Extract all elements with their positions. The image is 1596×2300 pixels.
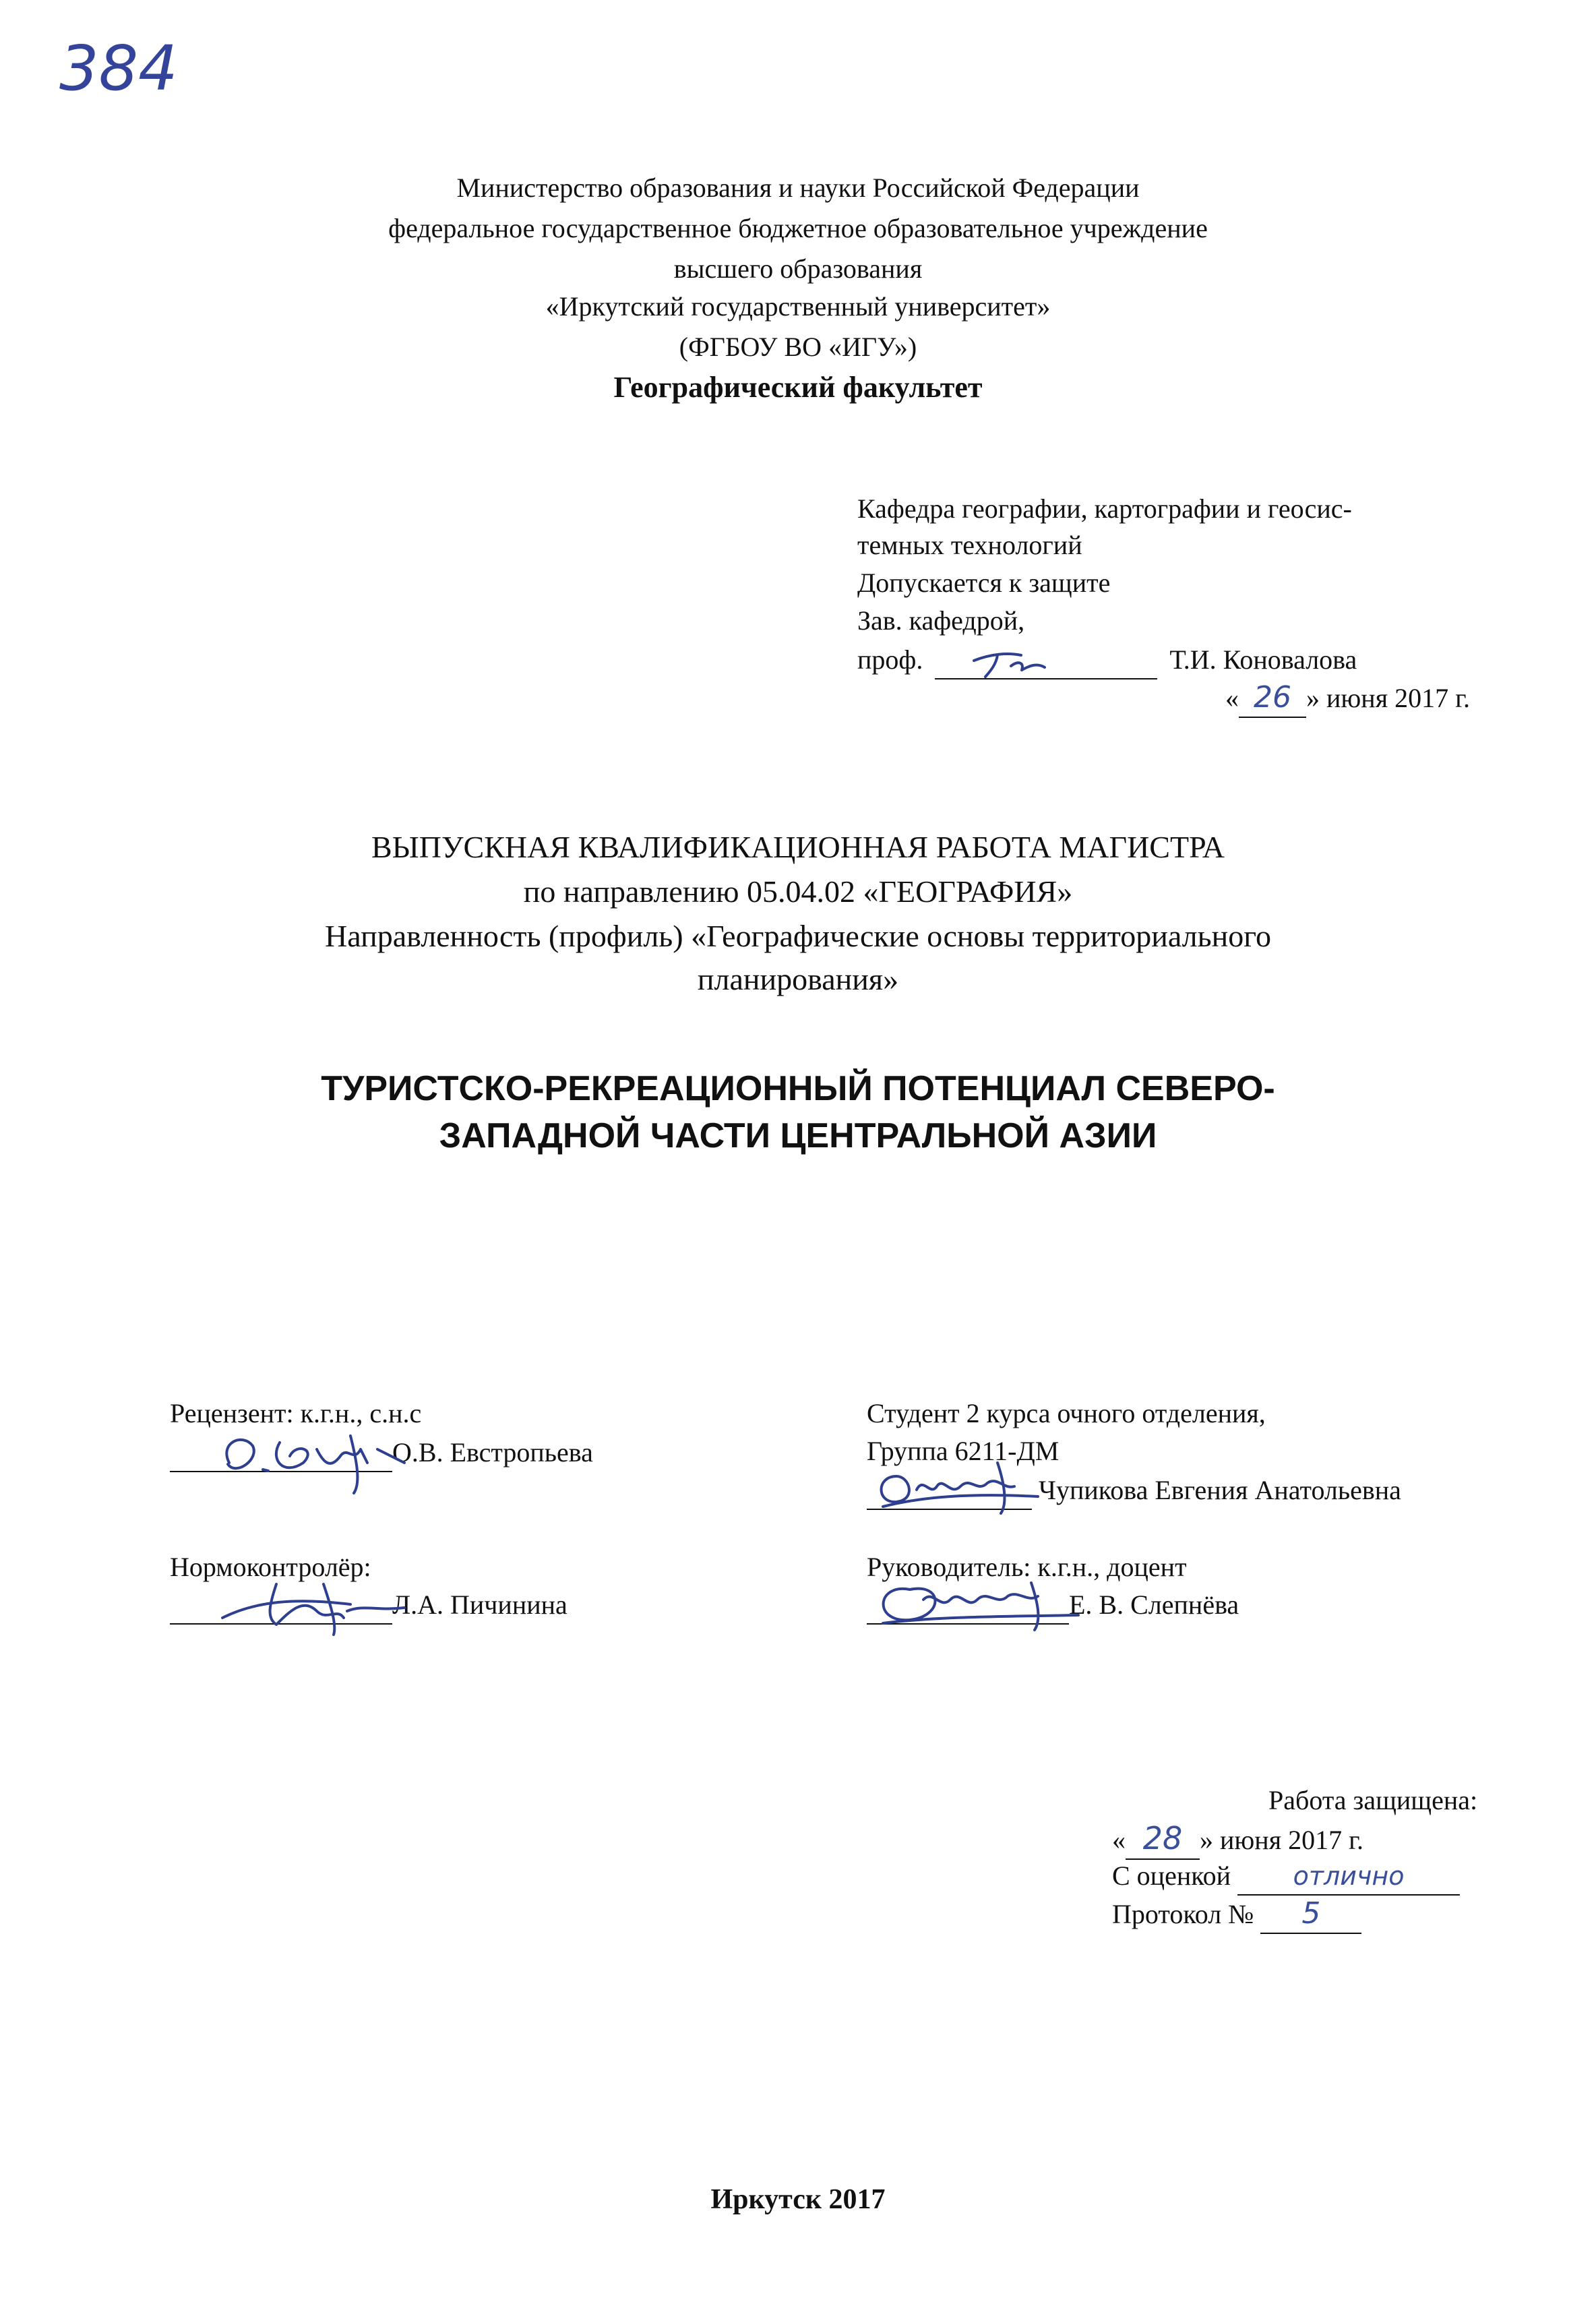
department-line-2: темных технологий (857, 530, 1082, 560)
defense-status: Работа защищена: (1268, 1785, 1478, 1815)
defense-date: « 28 » июня 2017 г. (1112, 1820, 1363, 1860)
supervisor-label: Руководитель: к.г.н., доцент (867, 1552, 1187, 1582)
supervisor-name: Е. В. Слепнёва (1069, 1590, 1239, 1620)
institution-type-line: федеральное государственное бюджетное образовательное учреждение (388, 213, 1208, 243)
head-signature (971, 647, 1051, 681)
prof-prefix: проф. (857, 644, 923, 675)
grade-label: С оценкой (1112, 1860, 1231, 1891)
normcontrol-name: Л.А. Пичинина (392, 1590, 567, 1620)
defense-date-day: 28 (1126, 1820, 1200, 1860)
head-line: Зав. кафедрой, (857, 605, 1025, 636)
approval-date-day: 26 (1239, 679, 1306, 718)
work-type: ВЫПУСКНАЯ КВАЛИФИКАЦИОННАЯ РАБОТА МАГИСТРА (371, 830, 1225, 864)
thesis-title-line-2: ЗАПАДНОЙ ЧАСТИ ЦЕНТРАЛЬНОЙ АЗИИ (439, 1116, 1157, 1155)
archive-number: 384 (59, 32, 178, 104)
city-year: Иркутск 2017 (710, 2184, 886, 2215)
protocol-value: 5 (1301, 1896, 1321, 1931)
education-level-line: высшего образования (673, 253, 923, 284)
head-name: Т.И. Коновалова (1169, 644, 1357, 675)
student-signature (869, 1449, 1051, 1517)
defense-grade (1112, 1858, 1460, 1896)
university-line: «Иркутский государственный университет» (545, 291, 1051, 322)
grade-value: отлично (1293, 1861, 1405, 1891)
approval-date: « 26 » июня 2017 г. (1225, 679, 1470, 718)
admitted-line: Допускается к защите (857, 568, 1111, 598)
reviewer-signature (216, 1422, 418, 1496)
protocol-label: Протокол № (1112, 1899, 1254, 1929)
work-direction: по направлению 05.04.02 «ГЕОГРАФИЯ» (523, 874, 1073, 909)
normcontrol-label: Нормоконтролёр: (170, 1552, 371, 1582)
thesis-title-line-1: ТУРИСТСКО-РЕКРЕАЦИОННЫЙ ПОТЕНЦИАЛ СЕВЕРО- (321, 1069, 1275, 1108)
reviewer-name: О.В. Евстропьева (392, 1437, 593, 1467)
student-group: Группа 6211-ДМ (867, 1436, 1060, 1466)
department-line-1: Кафедра географии, картографии и геосис- (857, 493, 1352, 524)
ministry-line: Министерство образования и науки Российской Федерации (456, 173, 1140, 203)
head-signature-line (857, 642, 1357, 679)
work-profile-line-2: планирования» (697, 962, 899, 996)
defense-protocol (1112, 1896, 1361, 1934)
supervisor-signature (869, 1563, 1092, 1637)
faculty-title: Географический факультет (613, 371, 983, 404)
protocol-value-field (1260, 1896, 1361, 1934)
grade-value-field (1237, 1858, 1460, 1896)
abbreviation-line: (ФГБОУ ВО «ИГУ») (679, 332, 917, 362)
student-name: Чупикова Евгения Анатольевна (1039, 1475, 1401, 1505)
normcontrol-signature (202, 1571, 418, 1638)
reviewer-label: Рецензент: к.г.н., с.н.с (170, 1398, 422, 1428)
student-label: Студент 2 курса очного отделения, (867, 1398, 1266, 1428)
work-profile-line-1: Направленность (профиль) «Географические основы территориального (325, 919, 1271, 953)
